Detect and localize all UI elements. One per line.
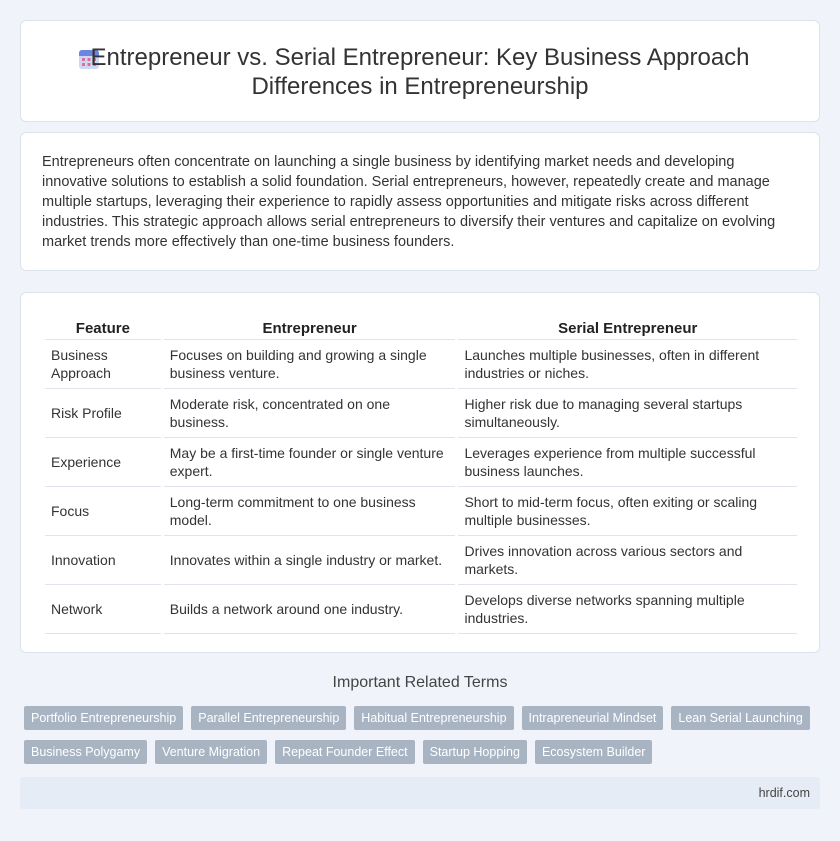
tag-intrapreneurial-mindset[interactable]: Intrapreneurial Mindset bbox=[522, 706, 664, 730]
page-title-line1: Entrepreneur vs. Serial Entrepreneur: Key Business Approach bbox=[90, 44, 750, 71]
header-serial-entrepreneur: Serial Entrepreneur bbox=[458, 312, 797, 340]
title-card bbox=[20, 20, 820, 122]
tag-business-polygamy[interactable]: Business Polygamy bbox=[24, 740, 147, 764]
tag-row bbox=[24, 706, 804, 730]
tag-ecosystem-builder[interactable]: Ecosystem Builder bbox=[535, 740, 653, 764]
feature-cell: Network bbox=[45, 585, 161, 634]
table-row bbox=[45, 487, 797, 536]
entrepreneur-cell: Builds a network around one industry. bbox=[164, 585, 456, 634]
feature-cell: Risk Profile bbox=[45, 389, 161, 438]
entrepreneur-cell: Moderate risk, concentrated on one business. bbox=[164, 389, 456, 438]
footer-site-link[interactable]: hrdif.com bbox=[758, 786, 810, 800]
tag-habitual-entrepreneurship[interactable]: Habitual Entrepreneurship bbox=[354, 706, 513, 730]
header-entrepreneur: Entrepreneur bbox=[164, 312, 456, 340]
serial-entrepreneur-cell: Higher risk due to managing several startups simultaneously. bbox=[458, 389, 797, 438]
serial-entrepreneur-cell: Drives innovation across various sectors and markets. bbox=[458, 536, 797, 585]
intro-paragraph: Entrepreneurs often concentrate on launching a single business by identifying market needs and developing innovative solutions to establish a solid foundation. Serial entrepreneurs, however, repeatedly create and manage multiple startups, leveraging their experience to rapidly assess opportunities and mitigate risks across different industries. This strategic approach allows serial entrepreneurs to diversify their ventures and capitalize on evolving market trends more effectively than one-time business founders. bbox=[42, 154, 776, 250]
entrepreneur-cell: Long-term commitment to one business model. bbox=[164, 487, 456, 536]
feature-cell: Innovation bbox=[45, 536, 161, 585]
entrepreneur-cell: Innovates within a single industry or market. bbox=[164, 536, 456, 585]
feature-cell: Experience bbox=[45, 438, 161, 487]
footer bbox=[20, 777, 820, 809]
table-row bbox=[45, 389, 797, 438]
serial-entrepreneur-cell: Short to mid-term focus, often exiting or scaling multiple businesses. bbox=[458, 487, 797, 536]
feature-cell: Business Approach bbox=[45, 340, 161, 389]
table-row bbox=[45, 585, 797, 634]
tag-parallel-entrepreneurship[interactable]: Parallel Entrepreneurship bbox=[191, 706, 346, 730]
table-row bbox=[45, 438, 797, 487]
tag-startup-hopping[interactable]: Startup Hopping bbox=[423, 740, 527, 764]
tag-venture-migration[interactable]: Venture Migration bbox=[155, 740, 267, 764]
tag-portfolio-entrepreneurship[interactable]: Portfolio Entrepreneurship bbox=[24, 706, 183, 730]
tag-row bbox=[24, 740, 804, 764]
page-title bbox=[21, 43, 819, 101]
table-row bbox=[45, 340, 797, 389]
comparison-table bbox=[42, 312, 800, 634]
header-feature: Feature bbox=[45, 312, 161, 340]
page-title-line2: Differences in Entrepreneurship bbox=[251, 73, 589, 100]
table-row bbox=[45, 536, 797, 585]
table-header-row bbox=[45, 312, 797, 340]
feature-cell: Focus bbox=[45, 487, 161, 536]
serial-entrepreneur-cell: Leverages experience from multiple successful business launches. bbox=[458, 438, 797, 487]
serial-entrepreneur-cell: Launches multiple businesses, often in different industries or niches. bbox=[458, 340, 797, 389]
related-terms-list bbox=[24, 706, 804, 774]
comparison-table-card bbox=[20, 292, 820, 653]
entrepreneur-cell: Focuses on building and growing a single business venture. bbox=[164, 340, 456, 389]
entrepreneur-cell: May be a first-time founder or single venture expert. bbox=[164, 438, 456, 487]
serial-entrepreneur-cell: Develops diverse networks spanning multiple industries. bbox=[458, 585, 797, 634]
related-terms-heading: Important Related Terms bbox=[332, 674, 508, 691]
tag-lean-serial-launching[interactable]: Lean Serial Launching bbox=[671, 706, 809, 730]
tag-repeat-founder-effect[interactable]: Repeat Founder Effect bbox=[275, 740, 415, 764]
intro-card bbox=[20, 132, 820, 271]
